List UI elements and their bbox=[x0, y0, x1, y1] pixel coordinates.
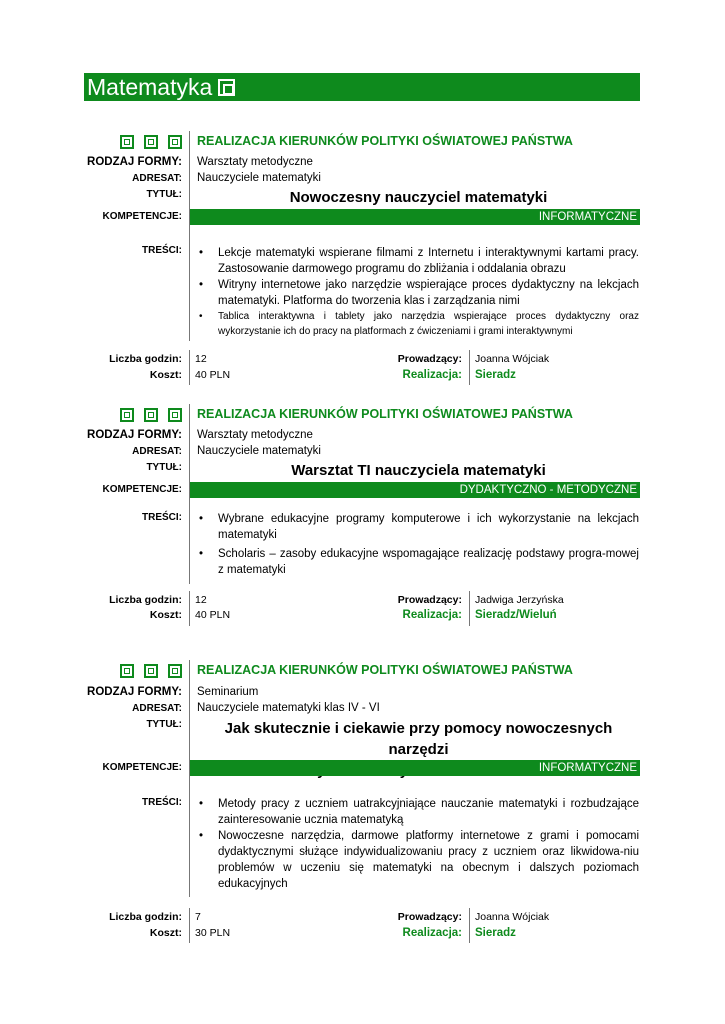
rodzaj-label: RODZAJ FORMY: bbox=[87, 156, 182, 168]
divider bbox=[189, 908, 190, 943]
course-icons bbox=[120, 408, 182, 422]
realizacja-value: Sieradz/Wieluń bbox=[475, 609, 557, 621]
koszt-value: 40 PLN bbox=[195, 609, 231, 621]
divider bbox=[189, 131, 190, 341]
course-title bbox=[197, 188, 640, 208]
rodzaj-value: Warsztaty metodyczne bbox=[197, 156, 313, 168]
divider bbox=[189, 350, 190, 385]
adresat-value: Nauczyciele matematyki bbox=[197, 445, 321, 457]
square-icon bbox=[168, 135, 182, 149]
tresci-content bbox=[197, 796, 639, 892]
bullet: • bbox=[199, 247, 204, 259]
square-icon bbox=[120, 408, 134, 422]
bullet: • bbox=[199, 548, 204, 560]
koszt-value: 30 PLN bbox=[195, 927, 231, 939]
course-card bbox=[84, 404, 640, 634]
list-item: • Nowoczesne narzędzia, darmowe platformy internetowe z grami i pomocami dydaktycznymi służące indywidualizowaniu pracy z uczniem oraz likwidowa-niu problemów w uczeniu się matematyki na obecnym i dalszych poziomach edukacyjnych bbox=[199, 830, 639, 890]
kompetencje-bar: INFORMATYCZNE bbox=[190, 209, 640, 225]
divider bbox=[469, 350, 470, 385]
list-item: • Witryny internetowe jako narzędzie wspierające proces dydaktyczny na lekcjach matematyki. Platforma do tworzenia klas i zarządzania nimi bbox=[199, 279, 639, 307]
square-icon bbox=[120, 664, 134, 678]
square-icon bbox=[144, 664, 158, 678]
adresat-label: ADRESAT: bbox=[132, 446, 182, 457]
tresci-label: TREŚCI: bbox=[142, 797, 182, 808]
prowadzacy-label: Prowadzący: bbox=[397, 353, 462, 365]
rodzaj-value: Warsztaty metodyczne bbox=[197, 429, 313, 441]
course-title-line: Nowoczesny nauczyciel matematyki bbox=[289, 189, 548, 206]
kompetencje-label: KOMPETENCJE: bbox=[102, 211, 182, 222]
list-item: • Wybrane edukacyjne programy komputerowe i ich wykorzystanie na lekcjach matematyki bbox=[199, 513, 639, 541]
list-item: • Scholaris – zasoby edukacyjne wspomagające realizację podstawy progra-mowej z matematyki bbox=[199, 548, 639, 576]
square-icon bbox=[168, 408, 182, 422]
square-logo-icon bbox=[218, 79, 235, 96]
course-icons bbox=[120, 135, 182, 149]
course-card bbox=[84, 131, 640, 391]
realizacja-label: Realizacja: bbox=[402, 609, 462, 621]
prowadzacy-value: Jadwiga Jerzyńska bbox=[475, 594, 564, 606]
square-icon bbox=[144, 135, 158, 149]
course-title-line: Jak skutecznie i ciekawie przy pomocy nowoczesnych narzędzi bbox=[224, 720, 613, 758]
bullet: • bbox=[199, 830, 204, 842]
tresci-label: TREŚCI: bbox=[142, 512, 182, 523]
tresci-content bbox=[197, 245, 639, 339]
godzin-value: 12 bbox=[195, 594, 207, 606]
godzin-label: Liczba godzin: bbox=[109, 353, 182, 365]
godzin-label: Liczba godzin: bbox=[109, 911, 182, 923]
course-header: REALIZACJA KIERUNKÓW POLITYKI OŚWIATOWEJ PAŃSTWA bbox=[197, 407, 573, 421]
divider bbox=[469, 908, 470, 943]
realizacja-value: Sieradz bbox=[475, 927, 516, 939]
adresat-value: Nauczyciele matematyki bbox=[197, 172, 321, 184]
list-item: • Lekcje matematyki wspierane filmami z Internetu i interaktywnymi kartami pracy. Zastosowanie darmowego programu do zbliżania i oddalania obrazu bbox=[199, 247, 639, 275]
adresat-label: ADRESAT: bbox=[132, 173, 182, 184]
adresat-value: Nauczyciele matematyki klas IV - VI bbox=[197, 702, 380, 714]
course-header: REALIZACJA KIERUNKÓW POLITYKI OŚWIATOWEJ PAŃSTWA bbox=[197, 663, 573, 677]
divider bbox=[189, 660, 190, 897]
bullet: • bbox=[199, 513, 204, 525]
divider bbox=[189, 591, 190, 626]
square-icon bbox=[168, 664, 182, 678]
tytul-label: TYTUŁ: bbox=[146, 719, 182, 730]
course-card bbox=[84, 660, 640, 950]
godzin-label: Liczba godzin: bbox=[109, 594, 182, 606]
tytul-label: TYTUŁ: bbox=[146, 189, 182, 200]
course-icons bbox=[120, 664, 182, 678]
koszt-label: Koszt: bbox=[149, 369, 182, 381]
kompetencje-bar: INFORMATYCZNE bbox=[190, 760, 640, 776]
kompetencje-label: KOMPETENCJE: bbox=[102, 762, 182, 773]
koszt-label: Koszt: bbox=[149, 609, 182, 621]
page-title: Matematyka bbox=[87, 74, 213, 100]
tytul-label: TYTUŁ: bbox=[146, 462, 182, 473]
page-header bbox=[84, 73, 640, 101]
koszt-label: Koszt: bbox=[149, 927, 182, 939]
square-icon bbox=[144, 408, 158, 422]
godzin-value: 12 bbox=[195, 353, 207, 365]
tresci-content bbox=[197, 511, 639, 578]
course-title bbox=[197, 461, 640, 481]
rodzaj-label: RODZAJ FORMY: bbox=[87, 429, 182, 441]
tresci-label: TREŚCI: bbox=[142, 245, 182, 256]
bullet: • bbox=[199, 279, 204, 291]
kompetencje-label: KOMPETENCJE: bbox=[102, 484, 182, 495]
koszt-value: 40 PLN bbox=[195, 369, 231, 381]
divider bbox=[469, 591, 470, 626]
list-item: • Tablica interaktywna i tablety jako narzędzia wspierające proces dydaktyczny oraz wykorzystanie ich do pracy na platformach z ćwiczeniami i grami interaktywnymi bbox=[199, 311, 639, 337]
adresat-label: ADRESAT: bbox=[132, 703, 182, 714]
prowadzacy-value: Joanna Wójciak bbox=[475, 911, 550, 923]
bullet: • bbox=[199, 798, 204, 810]
godzin-value: 7 bbox=[195, 911, 201, 923]
realizacja-label: Realizacja: bbox=[402, 369, 462, 381]
square-icon bbox=[120, 135, 134, 149]
course-title-line: Warsztat TI nauczyciela matematyki bbox=[291, 462, 546, 479]
list-item: • Metody pracy z uczniem uatrakcyjniające nauczanie matematyki i rozbudzające zainteresowanie ucznia matematyką bbox=[199, 798, 639, 826]
rodzaj-value: Seminarium bbox=[197, 686, 259, 698]
course-header: REALIZACJA KIERUNKÓW POLITYKI OŚWIATOWEJ PAŃSTWA bbox=[197, 134, 573, 148]
kompetencje-bar: DYDAKTYCZNO - METODYCZNE bbox=[190, 482, 640, 498]
realizacja-value: Sieradz bbox=[475, 369, 516, 381]
prowadzacy-label: Prowadzący: bbox=[397, 594, 462, 606]
prowadzacy-value: Joanna Wójciak bbox=[475, 353, 550, 365]
rodzaj-label: RODZAJ FORMY: bbox=[87, 686, 182, 698]
realizacja-label: Realizacja: bbox=[402, 927, 462, 939]
prowadzacy-label: Prowadzący: bbox=[397, 911, 462, 923]
bullet: • bbox=[199, 311, 203, 322]
